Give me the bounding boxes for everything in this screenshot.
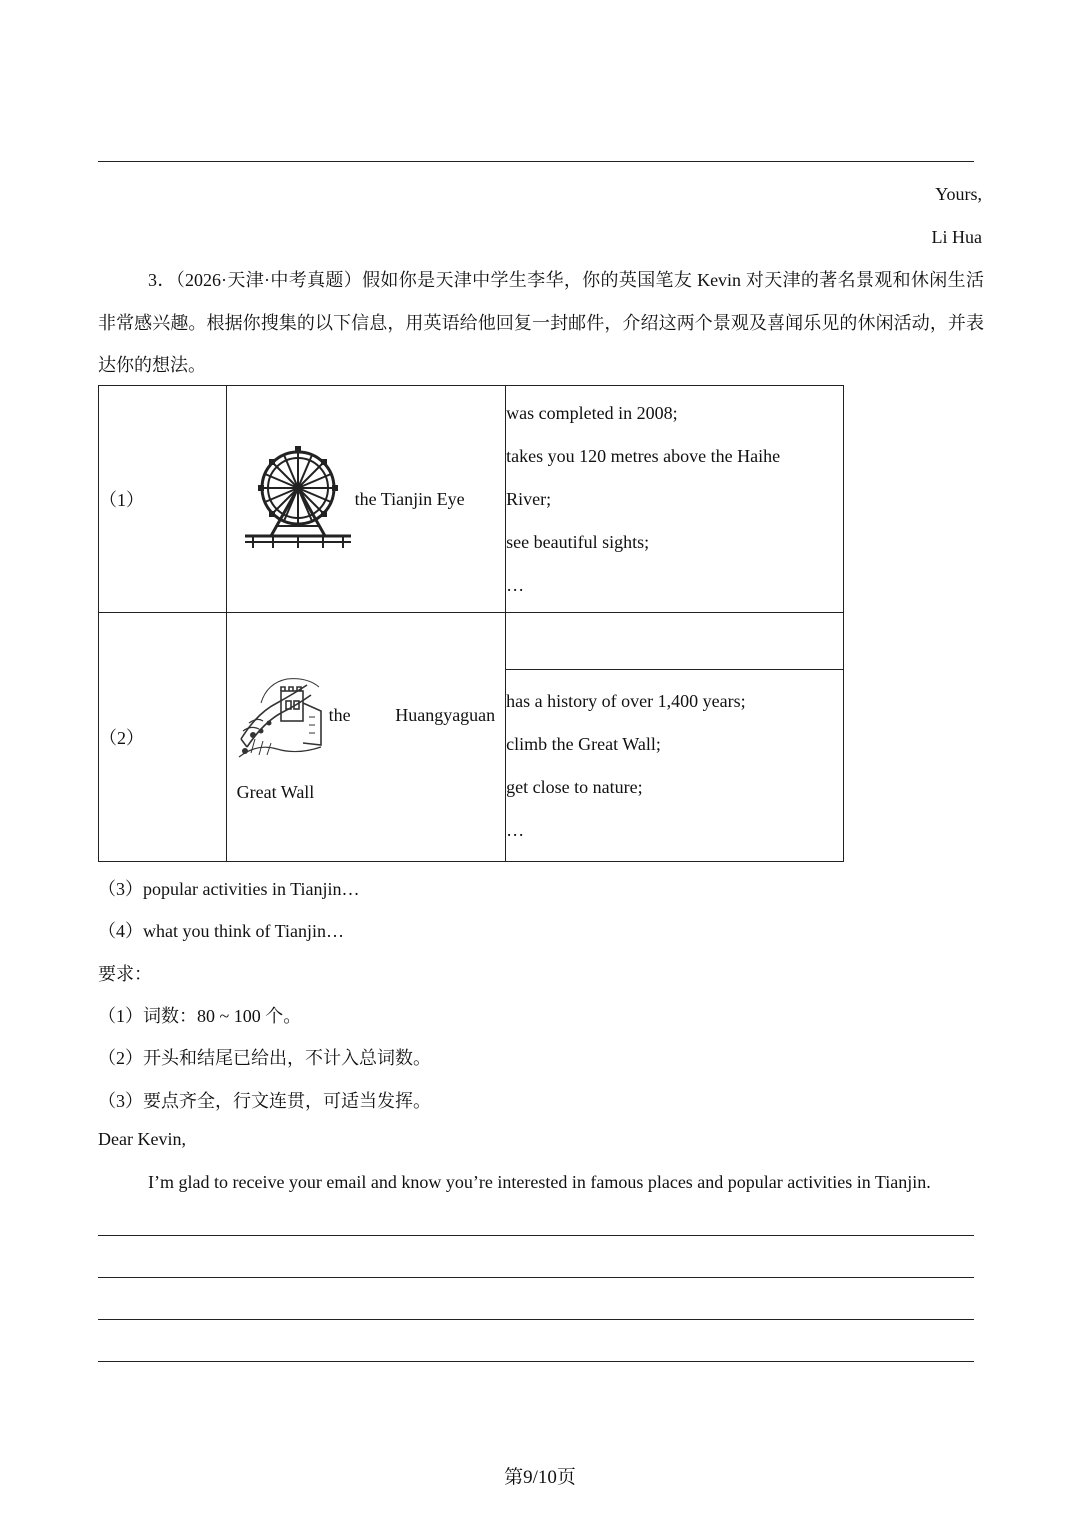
requirement-item: （1）词数：80 ~ 100 个。 [98,1006,302,1026]
question-number: 3． [148,270,176,290]
fact-item: River; [506,488,552,509]
row-mark-cell [99,386,227,613]
fact-item: … [506,819,525,840]
fact-item: get close to nature; [506,776,643,797]
answer-line[interactable] [98,1277,974,1278]
fact-item: has a history of over 1,400 years; [506,690,746,711]
extra-point: （4）what you think of Tianjin… [98,921,345,941]
empty-facts-cell [506,613,844,670]
requirement-item: （2）开头和结尾已给出，不计入总词数。 [98,1048,431,1068]
place-name: the Tianjin Eye [354,488,465,509]
answer-line[interactable] [98,1319,974,1320]
requirements-heading: 要求： [98,964,152,984]
table-row [99,613,844,670]
fact-item: climb the Great Wall; [506,733,661,754]
row-mark-cell [99,613,227,862]
closing-name: Li Hua [931,227,982,247]
place-cell [226,613,506,862]
facts-cell [506,670,844,862]
info-table [98,385,844,862]
answer-line-top [98,161,974,162]
fact-item: see beautiful sights; [506,531,650,552]
extra-point: （3）popular activities in Tianjin… [98,879,360,899]
answer-line[interactable] [98,1235,974,1236]
row-mark: （1） [99,490,144,510]
great-wall-icon [237,673,323,761]
letter-greeting: Dear Kevin, [98,1129,186,1149]
row-mark: （2） [99,728,144,748]
fact-item: takes you 120 metres above the Haihe [506,445,781,466]
table-row [99,386,844,613]
letter-opening: I’m glad to receive your email and know you’re interested in famous places and popular activities in Tianjin. [148,1172,931,1192]
fact-item: … [506,574,525,595]
answer-line[interactable] [98,1361,974,1362]
requirement-item: （3）要点齐全，行文连贯，可适当发挥。 [98,1091,431,1111]
facts-cell [506,386,844,613]
closing-yours: Yours, [935,184,982,204]
page-number: 第9/10页 [504,1467,576,1488]
question-text: （2026·天津·中考真题）假如你是天津中学生李华，你的英国笔友 Kevin 对天津的著名景观和休闲生活非常感兴趣。根据你搜集的以下信息，用英语给他回复一封邮件，介绍这两个景观及喜闻乐见的休闲活动，并表达你的想法。 [98,270,984,375]
place-cell [226,386,506,613]
place-name-part: the [328,705,351,725]
place-name-part: Huangyaguan [395,705,496,725]
fact-item: was completed in 2008; [506,402,678,423]
place-name-part: Great Wall [236,782,315,802]
ferris-wheel-icon [243,444,353,554]
question-paragraph [98,259,984,387]
